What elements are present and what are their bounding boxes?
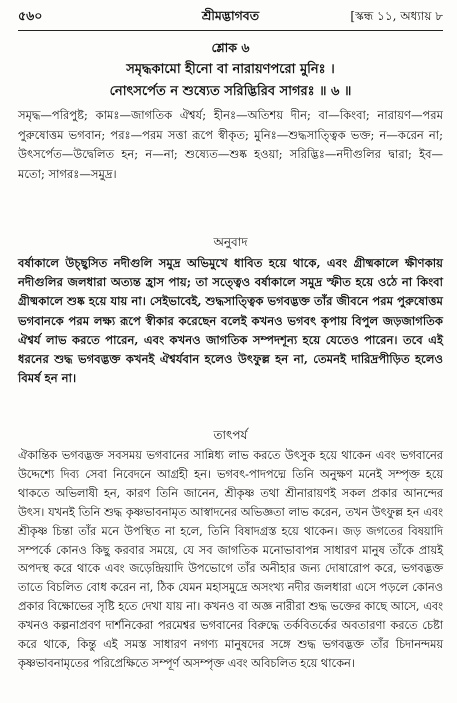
purport-heading: তাৎপর্য <box>213 428 248 442</box>
page-number: ৫৬০ <box>18 8 43 23</box>
translation-text: বর্ষাকালে উচ্ছ্বসিত নদীগুলি সমুদ্র অভিমুখে ধাবিত হয়ে থাকে, এবং গ্রীষ্মকালে ক্ষীণকায় নদীগুলির জলধারা অত্যন্ত হ্রাস পায়; তা সত্ত্বেও বর্ষাকালে সমুদ্র স্ফীত হয়ে ওঠে না কিংবা গ্রীষ্মকালে শুষ্ক হয়ে যায় না। সেইভাবেই, শুদ্ধসাত্ত্বিক ভগবদ্ভক্ত তাঁর জীবনে পরম পুরুষোত্তম ভগবানকে পরম লক্ষ্য রূপে স্বীকার করেছেন বলেই কখনও ভগবৎ কৃপায় বিপুল জড়জাগতিক ঐশ্বর্য লাভ করতে পারেন, এবং কখনও জাগতিক সম্পদশূন্য হয়ে যেতেও পারেন। তবে এই ধরনের শুদ্ধ ভগবদ্ভক্ত কখনই ঐশ্বর্যবান হলেও উৎফুল্ল হন না, তেমনই দারিদ্রপীড়িত হলেও বিমর্ষ হন না। <box>18 256 443 386</box>
verse-line-2: নোৎসর্পেত ন শুষ্যেত সরিদ্ভিরিব সাগরঃ ॥ ৬ ॥ <box>109 84 352 99</box>
translation-heading: অনুবাদ <box>213 235 248 249</box>
header-divider <box>18 30 443 31</box>
synonyms-text: সমৃদ্ধ—পরিপুষ্ট; কামঃ—জাগতিক ঐশ্বর্য; হীনঃ—অতিশয় দীন; বা—কিংবা; নারায়ণ—পরম পুরুষোত্তম ভগবান; পরঃ—পরম সত্তা রূপে স্বীকৃত; মুনিঃ—শুদ্ধসাত্ত্বিক ভক্ত; ন—করেন না; উৎসর্পেত—উদ্বেলিত হন; ন—না; শুষ্যেত—শুষ্ক হওয়া; সরিদ্ভিঃ—নদীগুলির দ্বারা; ইব—মতো; সাগরঃ—সমুদ্র। <box>18 108 443 181</box>
verse-line-1: সমৃদ্ধকামো হীনো বা নারায়ণপরো মুনিঃ । <box>126 62 335 77</box>
purport-text: ঐকান্তিক ভগবদ্ভক্ত সবসময় ভগবানের সান্নিধ্য লাভ করতে উৎসুক হয়ে থাকেন এবং ভগবানের উদ্দেশ্যে দিব্য সেবা নিবেদনে আগ্রহী হন। ভগবৎ-পাদপদ্মে তিনি অনুক্ষণ মনেই সম্পৃক্ত হয়ে থাকতে অভিলাষী হন, কারণ তিনি জানেন, শ্রীকৃষ্ণ তথা শ্রীনারায়ণই সকল প্রকার আনন্দের উৎস। যখনই তিনি শুদ্ধ কৃষ্ণভাবনামৃত আস্বাদনের অভিজ্ঞতা লাভ করেন, তখন উৎফুল্ল হন এবং শ্রীকৃষ্ণ চিন্তা তাঁর মনে উপস্থিত না হলে, তিনি বিষাদগ্রস্ত হয়ে থাকেন। জড় জগতের বিষয়াদি সম্পর্কে কোনও কিছু করবার সময়ে, যে সব জাগতিক মনোভাবাপন্ন সাধারণ মানুষ তাঁকে প্রায়ই অপদস্থ করে থাকে এবং জড়েন্দ্রিয়াদি উপভোগে তাঁর অনীহার জন্য দোষারোপ করে, ভগবদ্ভক্ত তাতে বিচলিত বোধ করেন না, ঠিক যেমন মহাসমুদ্রে অসংখ্য নদীর জলধারা এসে পড়লে কোনও প্রকার বিক্ষোভের সৃষ্টি হতে দেখা যায় না। কখনও বা অজ্ঞ নারীরা শুদ্ধ ভক্তের কাছে আসে, এবং কখনও কল্পনাপ্রবণ দার্শনিকেরা পরমেশ্বর ভগবানের বিরুদ্ধে তর্কবিতর্কের অবতারণা করতে চেষ্টা করে থাকে, কিন্তু এই সমস্ত সাধারণ নগণ্য মানুষদের সঙ্গে শুদ্ধ ভগবদ্ভক্ত তাঁর চিদানন্দময় কৃষ্ণভাবনামৃতের পরিপ্রেক্ষিতে সম্পূর্ণ অসম্পৃক্ত এবং অবিচলিত হয়ে থাকেন। <box>18 449 443 670</box>
book-title: শ্রীমদ্ভাগবত <box>201 8 260 23</box>
page-header <box>18 8 443 26</box>
chapter-location: [স্কন্ধ ১১, অধ্যায় ৮ <box>350 9 443 23</box>
verse-label: শ্লোক ৬ <box>211 40 250 55</box>
